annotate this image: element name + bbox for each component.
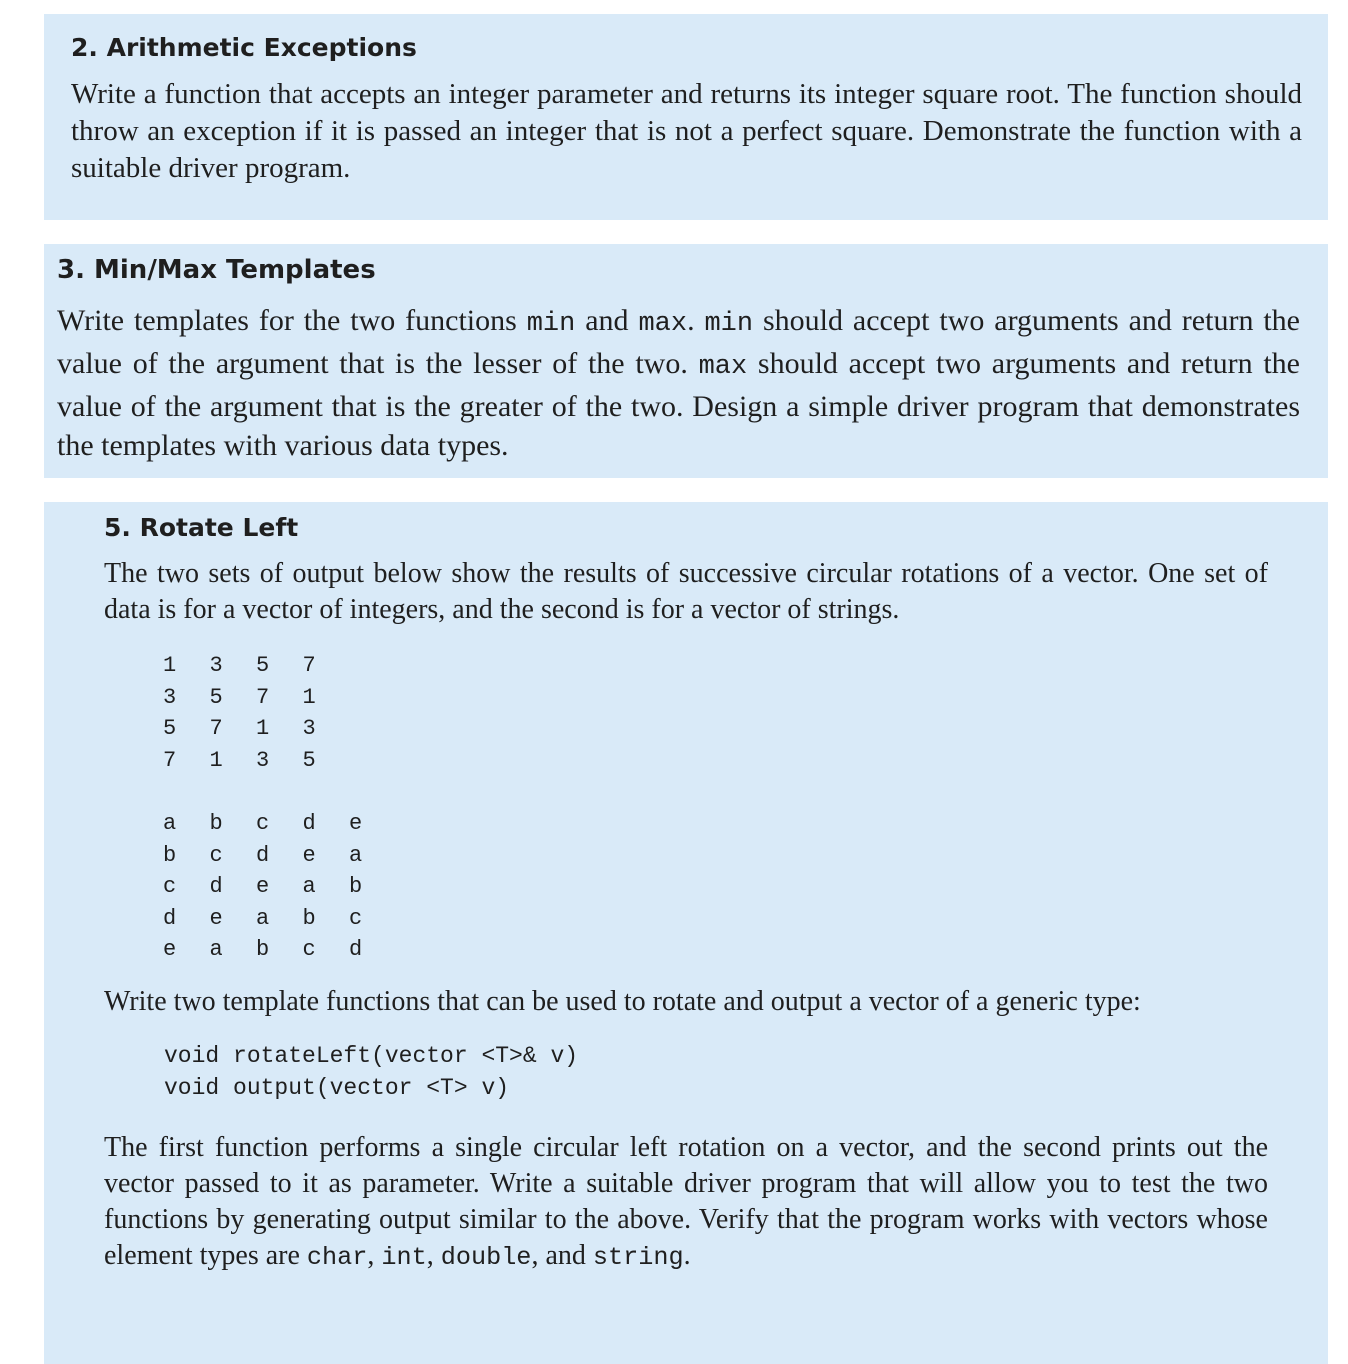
code-max: max <box>638 309 688 339</box>
type-double: double <box>440 1242 532 1272</box>
code-max: max <box>698 352 748 382</box>
text-fragment: , <box>367 1239 382 1271</box>
code-line-rotate-left: void rotateLeft(vector <T>& v) <box>164 1042 579 1069</box>
output-cell: d <box>209 874 223 899</box>
output-cell: e <box>302 842 316 868</box>
text-fragment: . <box>687 304 705 337</box>
output-cell: a <box>256 905 270 931</box>
output-cell: c <box>302 937 316 962</box>
text-fragment: , and <box>531 1239 593 1271</box>
output-cell: 5 <box>302 747 316 773</box>
string-rotation-output <box>163 808 1268 966</box>
output-cell: a <box>209 937 223 962</box>
output-cell: 1 <box>256 716 270 741</box>
exercise-5-title: 5. Rotate Left <box>104 513 299 542</box>
output-cell: c <box>349 905 363 931</box>
output-cell: d <box>256 842 270 868</box>
output-cell: 1 <box>163 653 177 678</box>
output-cell: 7 <box>302 653 316 678</box>
output-cell: e <box>349 811 363 836</box>
output-cell: e <box>256 874 270 899</box>
output-row <box>163 713 1268 745</box>
output-row <box>163 682 1268 714</box>
exercise-3-title: 3. Min/Max Templates <box>57 255 376 285</box>
text-fragment: should accept two arguments and return the value of the argument that is the greater of the two. Design a simple driver program that demonstrates the templates with various data types. <box>57 347 1300 462</box>
exercise-5-write-text: Write two template functions that can be used to rotate and output a vector of a generic type: <box>104 985 1141 1017</box>
output-cell: b <box>256 937 270 962</box>
output-cell: c <box>163 874 177 899</box>
output-cell: 5 <box>163 716 177 741</box>
output-cell: 5 <box>256 653 270 678</box>
integer-rotation-output <box>163 650 1268 776</box>
output-row <box>163 650 1268 682</box>
output-cell: d <box>302 811 316 836</box>
text-fragment: and <box>575 304 639 337</box>
output-cell: 3 <box>209 653 223 678</box>
output-cell: 7 <box>209 716 223 741</box>
output-cell: c <box>256 811 270 836</box>
exercise-3-panel <box>44 244 1328 478</box>
output-cell: 5 <box>209 684 223 710</box>
exercise-2-title: 2. Arithmetic Exceptions <box>71 33 417 62</box>
output-row <box>163 934 1268 966</box>
output-cell: e <box>163 937 177 962</box>
exercise-2-text: Write a function that accepts an integer parameter and returns its integer square root. The function should throw an exception if it is passed an integer that is not a perfect square. Demonstrate the function with a suitable driver program. <box>71 78 1302 184</box>
code-min: min <box>704 309 754 339</box>
output-cell: b <box>209 811 223 836</box>
output-cell: a <box>349 842 363 868</box>
type-char: char <box>306 1242 368 1272</box>
code-min: min <box>526 309 576 339</box>
text-fragment: Write templates for the two functions <box>57 304 527 337</box>
type-int: int <box>381 1242 427 1272</box>
output-cell: c <box>209 842 223 868</box>
type-string: string <box>592 1242 684 1272</box>
output-cell: b <box>349 874 363 899</box>
output-cell: 1 <box>209 747 223 773</box>
output-cell: e <box>209 905 223 931</box>
output-cell: b <box>163 842 177 868</box>
text-fragment: , <box>426 1239 441 1271</box>
output-row <box>163 903 1268 935</box>
code-line-output: void output(vector <T> v) <box>164 1074 510 1101</box>
output-row <box>163 840 1268 872</box>
output-cell: 3 <box>163 684 177 710</box>
exercise-5-panel <box>44 502 1328 1364</box>
output-row <box>163 871 1268 903</box>
exercise-5-description <box>104 1130 1268 1276</box>
output-cell: a <box>163 811 177 836</box>
output-row <box>163 808 1268 840</box>
output-cell: 7 <box>163 747 177 773</box>
exercise-5-intro: The two sets of output below show the results of successive circular rotations of a vector. One set of data is for a vector of integers, and the second is for a vector of strings. <box>104 558 1268 625</box>
exercise-3-text <box>57 301 1300 465</box>
output-cell: 3 <box>256 747 270 773</box>
output-cell: 1 <box>302 684 316 710</box>
output-cell: d <box>163 905 177 931</box>
output-cell: 3 <box>302 716 316 741</box>
output-row <box>163 745 1268 777</box>
text-fragment: . <box>683 1239 691 1271</box>
exercise-2-panel <box>44 14 1328 220</box>
function-signatures <box>164 1040 1268 1104</box>
text-fragment: The first function performs a single circular left rotation on a vector, and the second prints out the vector passed to it as parameter. Write a suitable driver program that will allow you to test the two functions by generating output similar to the above. Verify that the program works with vectors whose element types are <box>104 1131 1268 1271</box>
output-cell: b <box>302 905 316 931</box>
text-fragment: should accept two arguments and return the value of the argument that is the lesser of the two. <box>57 304 1300 380</box>
output-cell: a <box>302 874 316 899</box>
output-cell: d <box>349 937 363 962</box>
output-cell: 7 <box>256 684 270 710</box>
